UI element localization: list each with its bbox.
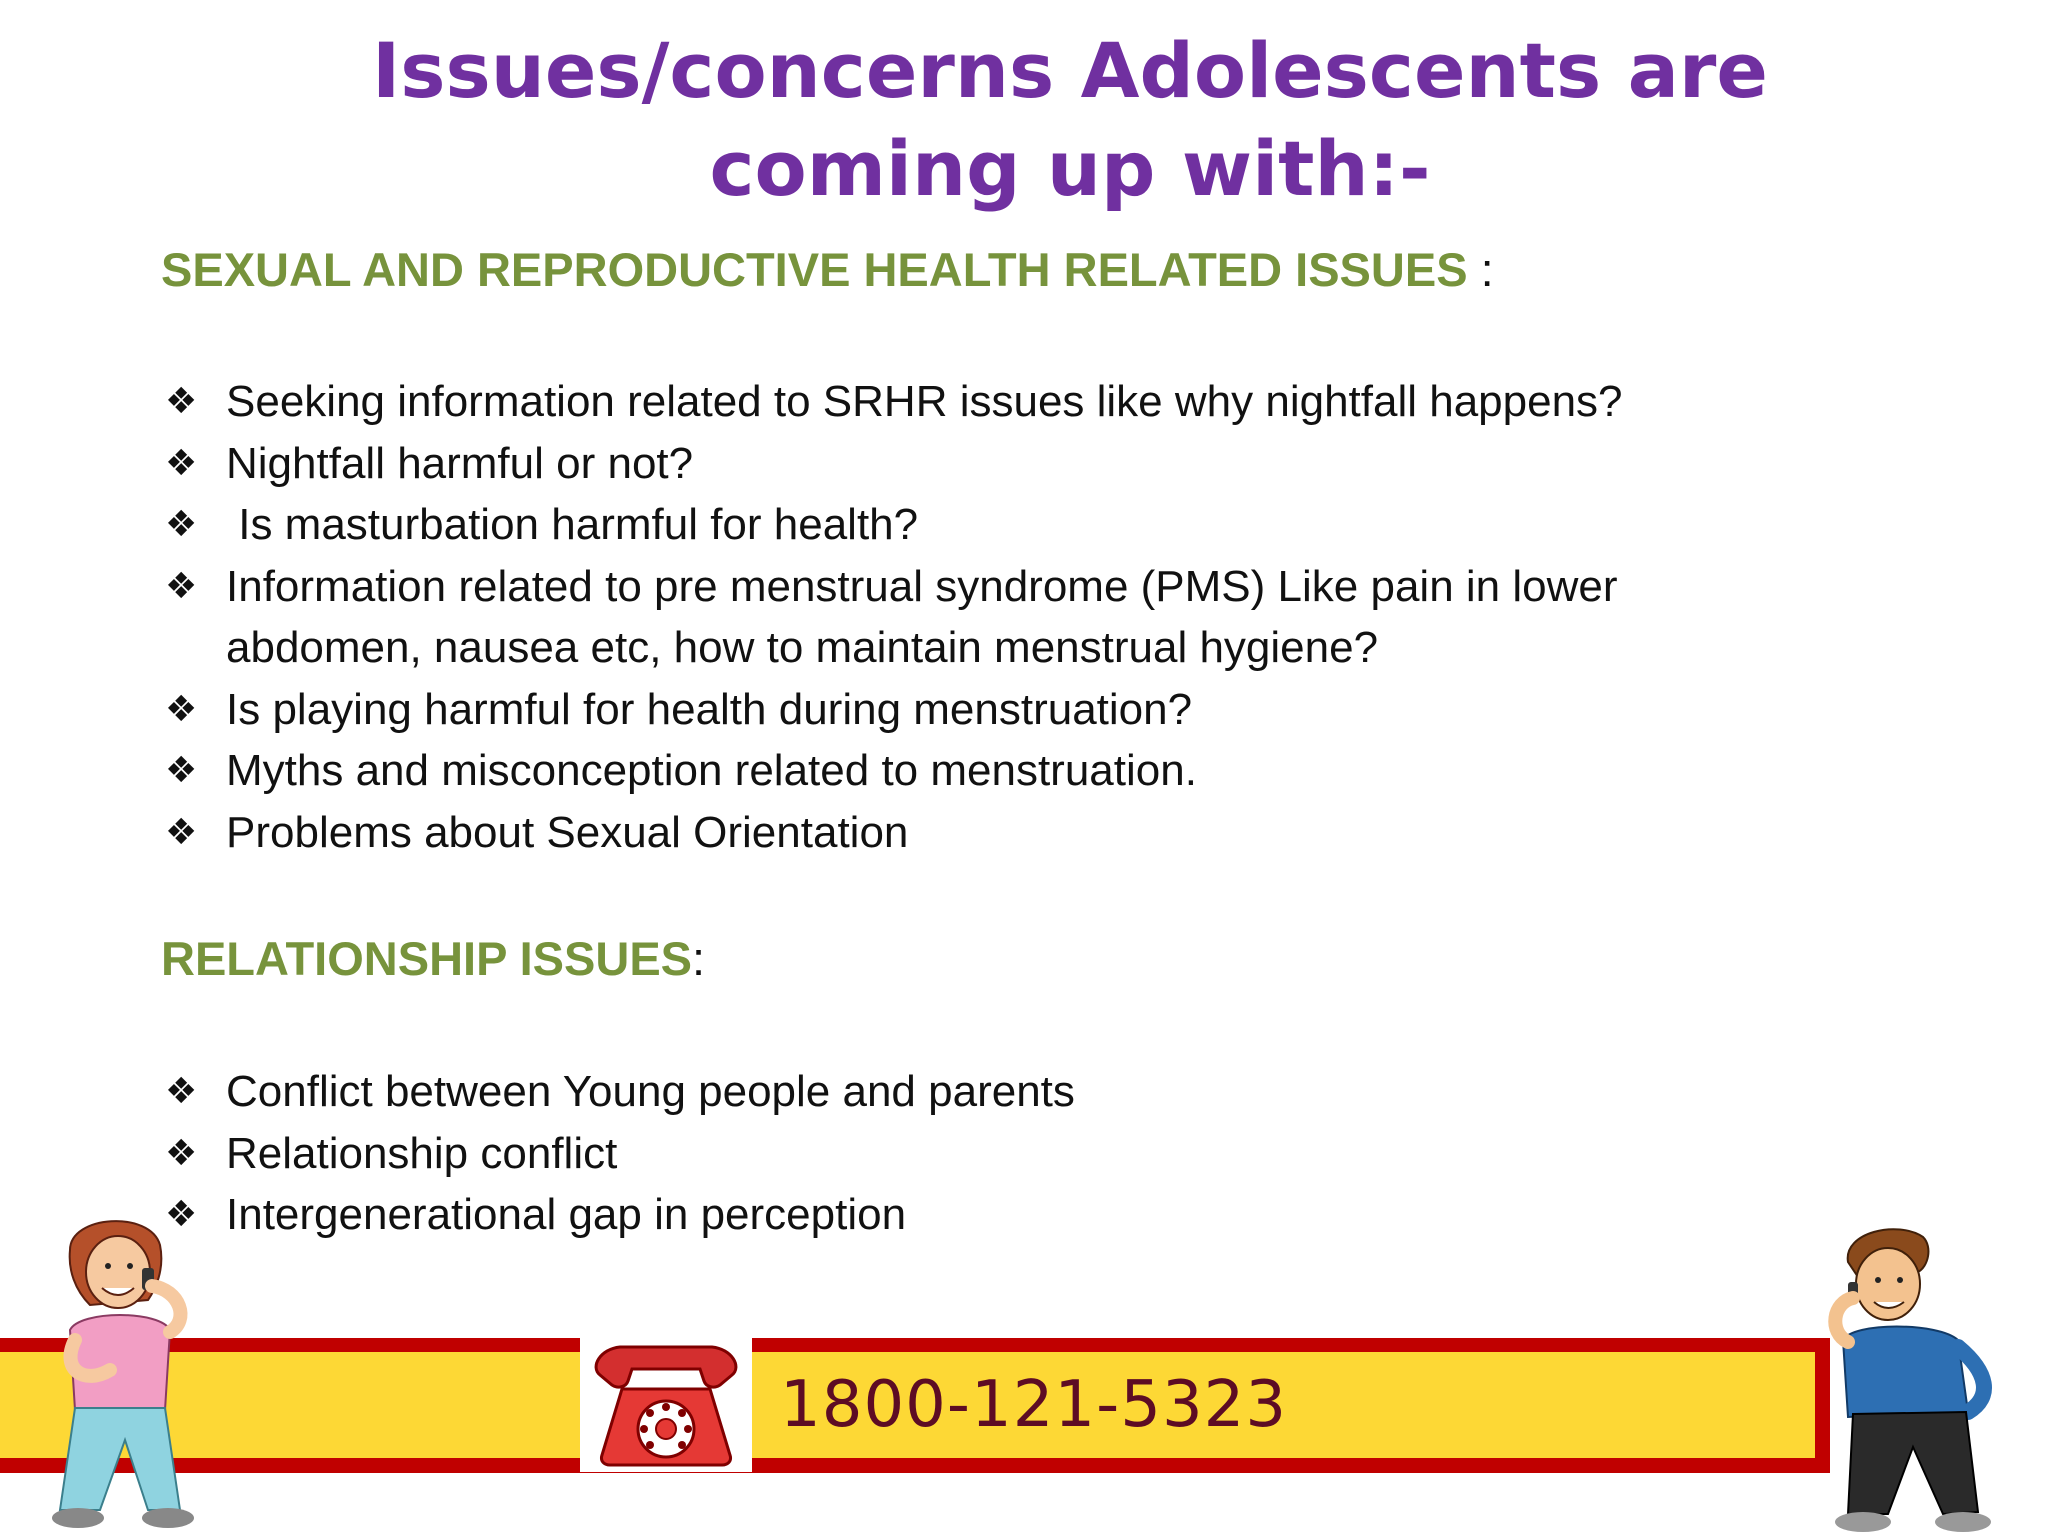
relationship-issues-list xyxy=(161,1061,1781,1246)
slide-title-line-2: coming up with:- xyxy=(709,124,1431,213)
list-item: ❖ Problems about Sexual Orientation xyxy=(161,802,1781,864)
diamond-bullet-icon: ❖ xyxy=(165,381,198,422)
section-heading-srh xyxy=(161,240,1494,300)
girl-on-phone-illustration xyxy=(30,1210,210,1536)
slide-title-line-1: Issues/concerns Adolescents are xyxy=(372,26,1768,115)
section-heading-srh-text: SEXUAL AND REPRODUCTIVE HEALTH RELATED ISSUES xyxy=(161,243,1468,296)
list-item: ❖ Information related to pre menstrual syndrome (PMS) Like pain in lower abdomen, nausea etc, how to maintain menstrual hygiene? xyxy=(161,556,1781,679)
boy-on-phone-illustration xyxy=(1808,1222,2008,1536)
section-heading-relationship-colon: : xyxy=(692,932,706,985)
list-item: ❖ Intergenerational gap in perception xyxy=(161,1184,1781,1246)
list-item: ❖ Seeking information related to SRHR issues like why nightfall happens? xyxy=(161,371,1781,433)
slide-title xyxy=(300,22,1840,218)
list-item: ❖ Conflict between Young people and parents xyxy=(161,1061,1781,1123)
section-heading-relationship-text: RELATIONSHIP ISSUES xyxy=(161,932,693,985)
telephone-icon xyxy=(580,1337,752,1472)
diamond-bullet-icon: ❖ xyxy=(165,750,198,791)
helpline-number: 1800-121-5323 xyxy=(780,1368,1288,1442)
diamond-bullet-icon: ❖ xyxy=(165,811,198,853)
section-heading-relationship xyxy=(161,929,705,989)
diamond-bullet-icon: ❖ xyxy=(165,442,198,484)
srh-issues-list xyxy=(161,371,1781,863)
list-item: ❖ Nightfall harmful or not? xyxy=(161,433,1781,495)
diamond-bullet-icon: ❖ xyxy=(165,565,198,607)
diamond-bullet-icon: ❖ xyxy=(165,1194,198,1235)
diamond-bullet-icon: ❖ xyxy=(165,504,198,545)
list-item: ❖ Myths and misconception related to menstruation. xyxy=(161,740,1781,802)
section-heading-srh-colon: : xyxy=(1467,243,1494,296)
list-item: ❖ Is playing harmful for health during menstruation? xyxy=(161,679,1781,741)
list-item: ❖ Is masturbation harmful for health? xyxy=(161,494,1781,556)
list-item: ❖ Relationship conflict xyxy=(161,1123,1781,1185)
diamond-bullet-icon: ❖ xyxy=(165,688,198,730)
diamond-bullet-icon: ❖ xyxy=(165,1071,198,1112)
diamond-bullet-icon: ❖ xyxy=(165,1132,198,1174)
